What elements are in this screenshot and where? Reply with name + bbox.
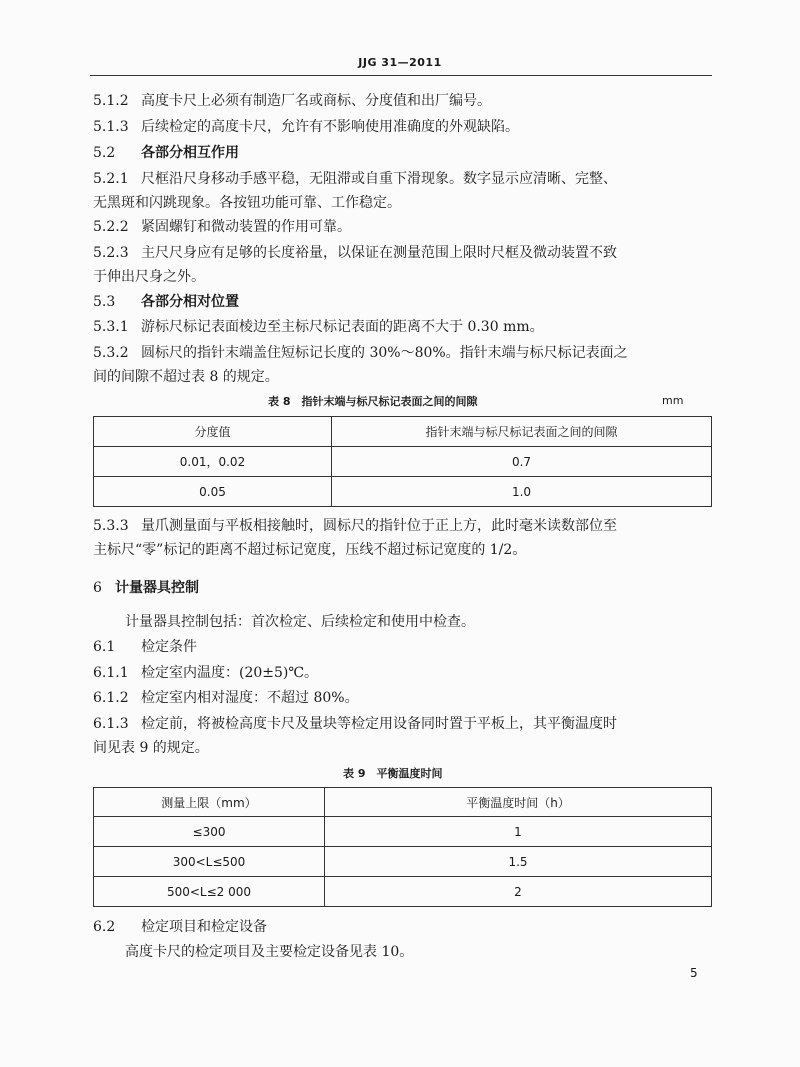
table-8-caption: 表 8 指针末端与标尺标记表面之间的间隙 [268,395,478,408]
table-cell: 2 [325,877,712,907]
clause-5-2-2 [93,217,351,237]
table-header-row [94,417,712,447]
clause-5-1-2 [93,91,491,111]
section-6-heading [93,578,199,598]
clause-number: 5.2.3 [93,245,129,261]
table-header-row [94,788,712,817]
table-row [94,847,712,877]
clause-6-1-1 [93,663,318,683]
clause-5-3-3-cont: 主标尺“零”标记的距离不超过标记宽度，压线不超过标记宽度的 1/2。 [93,542,527,558]
table-cell: 0.01，0.02 [94,447,332,477]
section-number: 5.2 [93,145,116,161]
section-title: 各部分相对位置 [141,294,239,310]
section-6-2-heading [93,917,267,937]
clause-number: 5.1.2 [93,93,129,109]
table-cell: 0.7 [332,447,712,477]
clause-text: 圆标尺的指针末端盖住短标记长度的 30%～80%。指针末端与标尺标记表面之 [141,345,628,361]
table-cell: 300<L≤500 [94,847,325,877]
clause-text: 量爪测量面与平板相接触时，圆标尺的指针位于正上方，此时毫米读数部位至 [141,518,617,534]
clause-text: 后续检定的高度卡尺，允许有不影响使用准确度的外观缺陷。 [141,119,519,135]
clause-5-3-3 [93,516,617,536]
table-cell: 1.0 [332,477,712,507]
section-number: 6 [93,580,102,596]
section-6-intro: 计量器具控制包括：首次检定、后续检定和使用中检查。 [125,614,475,630]
clause-6-1-3 [93,714,617,734]
clause-number: 6.1.2 [93,690,129,706]
section-5-2-heading [93,143,239,163]
clause-text: 主尺尺身应有足够的长度裕量，以保证在测量范围上限时尺框及微动装置不致 [141,245,617,261]
table-cell: ≤300 [94,817,325,847]
table-cell: 1 [325,817,712,847]
clause-5-2-3 [93,243,617,263]
table-cell: 0.05 [94,477,332,507]
section-title: 各部分相互作用 [141,145,239,161]
table-row [94,447,712,477]
table-9 [93,787,712,907]
clause-5-3-2-cont: 间的间隙不超过表 8 的规定。 [93,369,279,385]
section-6-2-text: 高度卡尺的检定项目及主要检定设备见表 10。 [125,944,414,960]
clause-text: 紧固螺钉和微动装置的作用可靠。 [141,219,351,235]
section-6-1-heading [93,637,197,657]
page-number: 5 [690,966,698,980]
clause-5-2-1 [93,169,617,189]
clause-5-2-3-cont: 于伸出尺身之外。 [93,269,205,285]
table-row [94,477,712,507]
clause-5-2-1-cont: 无黑斑和闪跳现象。各按钮功能可靠、工作稳定。 [93,195,401,211]
clause-5-3-2 [93,343,628,363]
clause-number: 5.3.3 [93,518,129,534]
table-row [94,817,712,847]
clause-text: 检定室内温度：(20±5)℃。 [141,665,319,681]
clause-number: 5.2.1 [93,171,129,187]
clause-5-3-1 [93,317,544,337]
section-number: 6.2 [93,919,116,935]
section-number: 6.1 [93,639,116,655]
clause-text: 检定室内相对湿度：不超过 80%。 [141,690,359,706]
clause-text: 尺框沿尺身移动手感平稳，无阻滞或自重下滑现象。数字显示应清晰、完整、 [141,171,617,187]
clause-5-1-3 [93,117,519,137]
table-9-caption: 表 9 平衡温度时间 [343,767,443,780]
clause-text: 检定前，将被检高度卡尺及量块等检定用设备同时置于平板上，其平衡温度时 [141,716,617,732]
clause-6-1-3-cont: 间见表 9 的规定。 [93,740,209,756]
section-title: 计量器具控制 [115,580,199,596]
table-8-unit: mm [662,394,684,407]
table-header-cell: 指针末端与标尺标记表面之间的间隙 [332,417,712,447]
clause-number: 6.1.1 [93,665,129,681]
table-header-cell: 分度值 [94,417,332,447]
clause-number: 6.1.3 [93,716,129,732]
running-header: JJG 31—2011 [358,56,442,69]
clause-number: 5.1.3 [93,119,129,135]
section-5-3-heading [93,292,239,312]
table-cell: 1.5 [325,847,712,877]
table-header-cell: 测量上限（mm） [94,788,325,817]
clause-text: 高度卡尺上必须有制造厂名或商标、分度值和出厂编号。 [141,93,491,109]
section-number: 5.3 [93,294,116,310]
clause-text: 游标尺标记表面棱边至主标尺标记表面的距离不大于 0.30 mm。 [141,319,544,335]
clause-number: 5.3.1 [93,319,129,335]
clause-6-1-2 [93,688,359,708]
clause-number: 5.2.2 [93,219,129,235]
clause-number: 5.3.2 [93,345,129,361]
header-rule [90,75,712,76]
table-cell: 500<L≤2 000 [94,877,325,907]
section-title: 检定条件 [141,639,197,655]
table-header-cell: 平衡温度时间（h） [325,788,712,817]
section-title: 检定项目和检定设备 [141,919,267,935]
table-8 [93,416,712,507]
table-row [94,877,712,907]
